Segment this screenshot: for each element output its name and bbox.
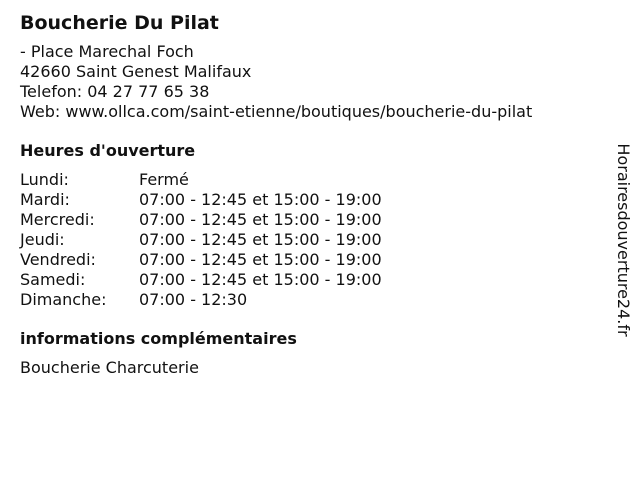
hours-row-vendredi xyxy=(20,250,600,270)
hours-time: 07:00 - 12:45 et 15:00 - 19:00 xyxy=(139,270,382,289)
hours-row-samedi xyxy=(20,270,600,290)
hours-day: Mercredi: xyxy=(20,210,95,229)
hours-row-mardi xyxy=(20,190,600,210)
hours-day: Jeudi: xyxy=(20,230,65,249)
hours-day: Samedi: xyxy=(20,270,86,289)
info-text: Boucherie Charcuterie xyxy=(20,358,199,377)
hours-time: Fermé xyxy=(139,170,189,189)
city-address: 42660 Saint Genest Malifaux xyxy=(20,62,252,81)
hours-day: Mardi: xyxy=(20,190,70,209)
phone-number: Telefon: 04 27 77 65 38 xyxy=(20,82,210,101)
business-name: Boucherie Du Pilat xyxy=(20,12,219,34)
hours-row-lundi xyxy=(20,170,600,190)
hours-heading: Heures d'ouverture xyxy=(20,141,196,160)
hours-table xyxy=(20,170,600,310)
info-heading: informations complémentaires xyxy=(20,329,297,348)
hours-row-mercredi xyxy=(20,210,600,230)
business-card xyxy=(20,10,600,378)
hours-time: 07:00 - 12:45 et 15:00 - 19:00 xyxy=(139,190,382,209)
hours-day: Vendredi: xyxy=(20,250,96,269)
site-watermark: Horairesdouverture24.fr xyxy=(614,143,633,337)
hours-time: 07:00 - 12:45 et 15:00 - 19:00 xyxy=(139,230,382,249)
hours-day: Dimanche: xyxy=(20,290,107,309)
hours-day: Lundi: xyxy=(20,170,69,189)
hours-row-jeudi xyxy=(20,230,600,250)
hours-time: 07:00 - 12:45 et 15:00 - 19:00 xyxy=(139,210,382,229)
hours-row-dimanche xyxy=(20,290,600,310)
address-block xyxy=(20,42,600,122)
hours-time: 07:00 - 12:30 xyxy=(139,290,248,309)
street-address: - Place Marechal Foch xyxy=(20,42,194,61)
website-link[interactable]: Web: www.ollca.com/saint-etienne/boutiques/boucherie-du-pilat xyxy=(20,102,533,121)
hours-time: 07:00 - 12:45 et 15:00 - 19:00 xyxy=(139,250,382,269)
